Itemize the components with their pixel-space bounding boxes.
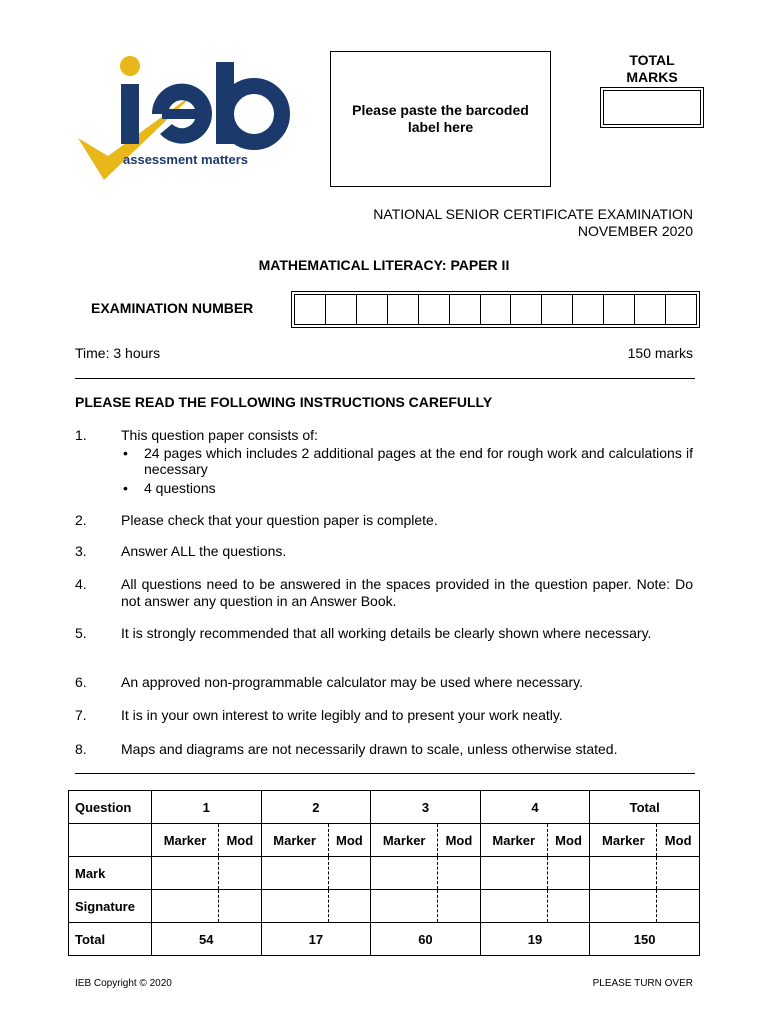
instruction-text: It is in your own interest to write legibly and to present your work neatly.: [121, 707, 563, 723]
instruction-number: 1.: [75, 427, 87, 443]
instruction-number: 7.: [75, 707, 87, 723]
exam-number-cell[interactable]: [634, 294, 666, 325]
row-header: Mark: [69, 857, 152, 890]
total-cell: 17: [261, 923, 371, 956]
total-marks-box[interactable]: [600, 87, 704, 128]
mark-cell[interactable]: [219, 857, 262, 890]
instruction-item: [75, 576, 693, 609]
total-marks-label: [600, 52, 704, 86]
marks-table: [68, 790, 700, 956]
signature-cell[interactable]: [480, 890, 547, 923]
exam-number-cell[interactable]: [480, 294, 512, 325]
total-label: TOTAL: [629, 52, 675, 68]
empty-cell: [69, 824, 152, 857]
total-cell: 150: [590, 923, 700, 956]
divider: [75, 378, 695, 379]
instruction-text: An approved non-programmable calculator may be used where necessary.: [121, 674, 583, 690]
instruction-text: It is strongly recommended that all working details be clearly shown where necessary.: [121, 625, 652, 641]
mark-cell[interactable]: [657, 857, 700, 890]
table-subheader-row: [69, 824, 700, 857]
marker-header: Marker: [590, 824, 657, 857]
mark-cell[interactable]: [371, 857, 438, 890]
mark-cell[interactable]: [328, 857, 371, 890]
marker-header: Marker: [480, 824, 547, 857]
total-cell: 54: [152, 923, 262, 956]
instruction-item: [75, 674, 693, 691]
exam-number-cell[interactable]: [294, 294, 326, 325]
row-header: Total: [69, 923, 152, 956]
divider: [75, 773, 695, 774]
mark-cell[interactable]: [261, 857, 328, 890]
signature-cell[interactable]: [328, 890, 371, 923]
instruction-bullet: • 4 questions: [121, 480, 693, 497]
mod-header: Mod: [328, 824, 371, 857]
column-header: Total: [590, 791, 700, 824]
exam-number-cell[interactable]: [510, 294, 542, 325]
exam-number-cell[interactable]: [418, 294, 450, 325]
mod-header: Mod: [657, 824, 700, 857]
column-header: 4: [480, 791, 590, 824]
row-header: Signature: [69, 890, 152, 923]
instruction-item: [75, 512, 693, 529]
instruction-item: [75, 625, 693, 642]
mark-cell[interactable]: [438, 857, 481, 890]
column-header: Question: [69, 791, 152, 824]
table-row-mark: [69, 857, 700, 890]
instructions-heading: PLEASE READ THE FOLLOWING INSTRUCTIONS CAREFULLY: [75, 394, 493, 410]
marker-header: Marker: [371, 824, 438, 857]
footer-turn-over: PLEASE TURN OVER: [592, 978, 693, 989]
mark-cell[interactable]: [547, 857, 590, 890]
total-marks-text: 150 marks: [627, 345, 693, 361]
instruction-number: 8.: [75, 741, 87, 757]
mark-cell[interactable]: [480, 857, 547, 890]
time-allowed: Time: 3 hours: [75, 345, 161, 361]
total-cell: 19: [480, 923, 590, 956]
instruction-item: [75, 427, 693, 496]
signature-cell[interactable]: [438, 890, 481, 923]
mark-cell[interactable]: [152, 857, 219, 890]
footer-copyright: IEB Copyright © 2020: [75, 978, 172, 989]
exam-number-cell[interactable]: [325, 294, 357, 325]
instruction-number: 6.: [75, 674, 87, 690]
column-header: 2: [261, 791, 371, 824]
signature-cell[interactable]: [261, 890, 328, 923]
instruction-item: [75, 543, 693, 560]
barcode-label-box: [330, 51, 551, 187]
marker-header: Marker: [261, 824, 328, 857]
signature-cell[interactable]: [219, 890, 262, 923]
signature-cell[interactable]: [590, 890, 657, 923]
signature-cell[interactable]: [152, 890, 219, 923]
instruction-text: Maps and diagrams are not necessarily drawn to scale, unless otherwise stated.: [121, 741, 618, 757]
table-row-total: [69, 923, 700, 956]
exam-number-cell[interactable]: [665, 294, 697, 325]
svg-text:assessment matters: assessment matters: [123, 152, 249, 167]
instruction-text: This question paper consists of:: [121, 427, 318, 443]
instruction-number: 5.: [75, 625, 87, 641]
instruction-text: Answer ALL the questions.: [121, 543, 287, 559]
exam-number-cell[interactable]: [572, 294, 604, 325]
subject-title: MATHEMATICAL LITERACY: PAPER II: [258, 257, 510, 273]
exam-title: NATIONAL SENIOR CERTIFICATE EXAMINATION: [373, 206, 693, 222]
mark-cell[interactable]: [590, 857, 657, 890]
table-header-row: [69, 791, 700, 824]
instruction-text: All questions need to be answered in the spaces provided in the question paper. Note: Do not answer any question in an Answer Book.: [121, 576, 693, 609]
exam-number-cell[interactable]: [449, 294, 481, 325]
exam-number-grid[interactable]: [291, 291, 700, 328]
exam-number-cell[interactable]: [387, 294, 419, 325]
exam-number-cell[interactable]: [356, 294, 388, 325]
exam-number-cell[interactable]: [541, 294, 573, 325]
instruction-text: Please check that your question paper is complete.: [121, 512, 438, 528]
instruction-bullet: • 24 pages which includes 2 additional pages at the end for rough work and calculations if necessary: [121, 445, 693, 478]
marks-label: MARKS: [626, 69, 678, 85]
column-header: 3: [371, 791, 481, 824]
mod-header: Mod: [438, 824, 481, 857]
exam-number-cell[interactable]: [603, 294, 635, 325]
mod-header: Mod: [547, 824, 590, 857]
exam-date: NOVEMBER 2020: [577, 223, 693, 239]
column-header: 1: [152, 791, 262, 824]
total-cell: 60: [371, 923, 481, 956]
signature-cell[interactable]: [371, 890, 438, 923]
signature-cell[interactable]: [657, 890, 700, 923]
instruction-number: 4.: [75, 576, 87, 592]
mod-header: Mod: [219, 824, 262, 857]
instruction-number: 2.: [75, 512, 87, 528]
instruction-item: [75, 707, 693, 724]
instruction-item: [75, 741, 693, 758]
marker-header: Marker: [152, 824, 219, 857]
signature-cell[interactable]: [547, 890, 590, 923]
ieb-logo: [74, 52, 290, 192]
exam-number-label: EXAMINATION NUMBER: [91, 300, 254, 316]
barcode-instruction: Please paste the barcoded label here: [352, 102, 529, 135]
table-row-signature: [69, 890, 700, 923]
instruction-number: 3.: [75, 543, 87, 559]
